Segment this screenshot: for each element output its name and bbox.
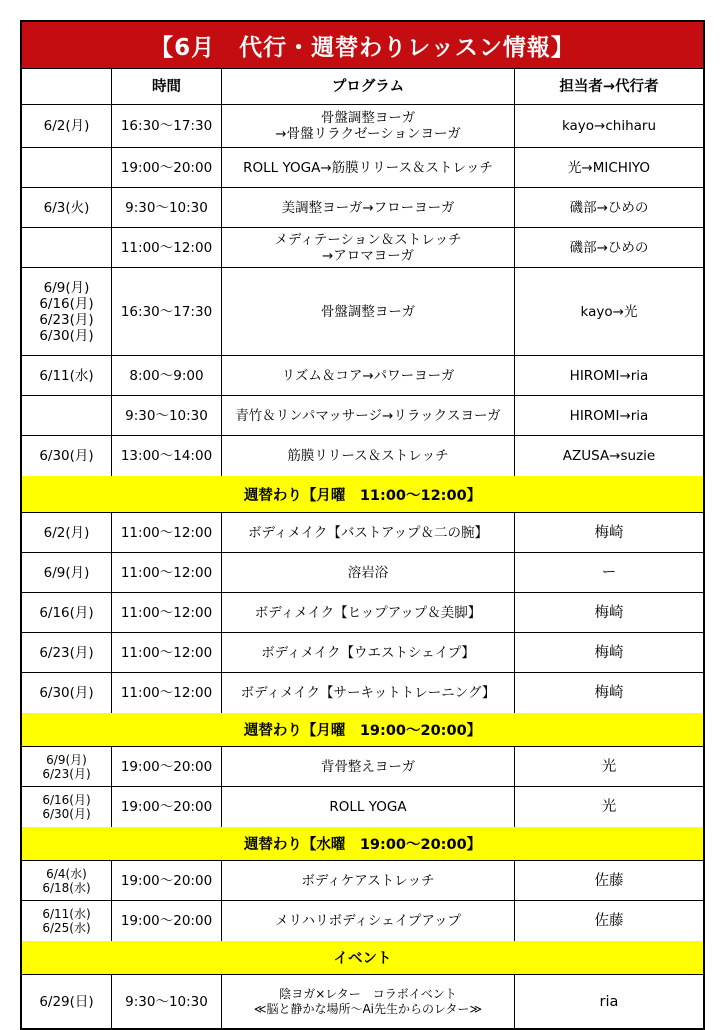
table-row <box>22 633 703 673</box>
section-heading: 週替わり【水曜 19:00～20:00】 <box>22 827 703 861</box>
date-text: 6/29(日) <box>39 993 94 1010</box>
program-text: 青竹＆リンパマッサージ→リラックスヨーガ <box>235 407 501 424</box>
program-cell <box>222 901 515 941</box>
date-cell <box>22 633 112 672</box>
date-text: 6/9(月) <box>46 752 87 767</box>
program-cell <box>222 633 515 672</box>
staff-cell: 梅崎 <box>594 604 624 621</box>
program-text: 骨盤調整ヨーガ <box>320 110 416 126</box>
table-row <box>22 228 703 268</box>
staff-cell: kayo→光 <box>580 303 638 320</box>
time-cell: 19:00～20:00 <box>112 747 222 786</box>
date-cell <box>22 513 112 552</box>
program-cell <box>222 513 515 552</box>
header-date <box>22 69 112 104</box>
table-row <box>22 901 703 941</box>
date-cell <box>22 861 112 900</box>
page-title: 【6月 代行・週替わりレッスン情報】 <box>22 22 703 69</box>
program-text: 溶岩浴 <box>347 564 389 581</box>
header-row <box>22 69 703 105</box>
date-text: 6/9(月) <box>43 279 90 296</box>
date-cell <box>22 747 112 786</box>
time-cell: 8:00～9:00 <box>112 356 222 395</box>
date-cell <box>22 356 112 395</box>
program-cell <box>222 148 515 187</box>
date-cell <box>22 673 112 713</box>
program-cell <box>222 396 515 435</box>
table-row <box>22 787 703 827</box>
program-cell <box>222 553 515 592</box>
section1-rows <box>22 513 703 713</box>
date-cell <box>22 553 112 592</box>
date-text: 6/4(水) <box>46 866 87 881</box>
program-text: 陰ヨガ×レター コラボイベント <box>279 986 457 1001</box>
program-text: →骨盤リラクゼーションヨーガ <box>275 126 461 142</box>
section-heading: イベント <box>22 941 703 975</box>
date-text: 6/18(水) <box>42 880 91 895</box>
date-text: 6/30(月) <box>42 807 91 821</box>
program-text: ボディメイク【バストアップ＆二の腕】 <box>247 524 489 541</box>
staff-cell: 梅崎 <box>594 644 624 661</box>
time-cell: 11:00～12:00 <box>112 633 222 672</box>
program-cell <box>222 787 515 827</box>
program-cell <box>222 861 515 900</box>
program-cell <box>222 268 515 355</box>
program-cell <box>222 593 515 632</box>
section2-rows <box>22 747 703 827</box>
header-time: 時間 <box>112 69 222 104</box>
time-cell: 11:00～12:00 <box>112 513 222 552</box>
date-cell <box>22 105 112 147</box>
date-cell <box>22 787 112 827</box>
program-cell <box>222 228 515 267</box>
program-cell <box>222 188 515 227</box>
schedule-sheet <box>20 20 705 1030</box>
date-cell <box>22 148 112 187</box>
program-text: ROLL YOGA <box>329 799 407 815</box>
date-text: 6/30(月) <box>39 685 94 701</box>
staff-cell: kayo→chiharu <box>561 118 657 134</box>
program-text: 骨盤調整ヨーガ <box>320 303 416 320</box>
table-row <box>22 356 703 396</box>
date-cell <box>22 188 112 227</box>
time-cell: 9:30～10:30 <box>112 975 222 1028</box>
time-cell: 16:30～17:30 <box>112 268 222 355</box>
date-text: 6/16(月) <box>39 295 94 312</box>
program-cell <box>222 105 515 147</box>
time-cell: 19:00～20:00 <box>112 148 222 187</box>
program-text: リズム＆コア→パワーヨーガ <box>281 367 455 384</box>
staff-cell: 磯部→ひめの <box>569 199 649 216</box>
time-cell: 19:00～20:00 <box>112 787 222 827</box>
time-cell: 19:00～20:00 <box>112 901 222 941</box>
time-cell: 13:00～14:00 <box>112 436 222 476</box>
table-row <box>22 975 703 1028</box>
time-cell: 11:00～12:00 <box>112 673 222 713</box>
section-heading: 週替わり【月曜 11:00～12:00】 <box>22 476 703 513</box>
staff-cell: 光 <box>601 758 617 775</box>
program-text: 美調整ヨーガ→フローヨーガ <box>281 199 455 216</box>
section3-rows <box>22 861 703 941</box>
staff-cell: ー <box>601 564 617 581</box>
staff-cell: ria <box>599 993 619 1010</box>
time-cell: 9:30～10:30 <box>112 188 222 227</box>
date-text: 6/23(月) <box>39 644 94 661</box>
table-row <box>22 188 703 228</box>
time-cell: 9:30～10:30 <box>112 396 222 435</box>
staff-cell: 梅崎 <box>594 685 624 701</box>
time-cell: 19:00～20:00 <box>112 861 222 900</box>
date-cell <box>22 268 112 355</box>
program-cell <box>222 673 515 713</box>
date-cell <box>22 593 112 632</box>
date-cell <box>22 901 112 941</box>
table-row <box>22 436 703 476</box>
table-row <box>22 268 703 356</box>
header-program: プログラム <box>222 69 515 104</box>
program-text: ボディメイク【ヒップアップ＆美脚】 <box>254 604 482 621</box>
date-text: 6/23(月) <box>39 311 94 328</box>
section-heading: 週替わり【月曜 19:00～20:00】 <box>22 713 703 747</box>
program-text: 筋膜リリース＆ストレッチ <box>287 448 449 464</box>
table-row <box>22 861 703 901</box>
date-cell <box>22 975 112 1028</box>
date-text: 6/9(月) <box>43 564 90 581</box>
date-text: 6/3(火) <box>43 199 90 216</box>
substitute-rows <box>22 105 703 476</box>
date-text: 6/11(水) <box>39 367 94 384</box>
staff-cell: HIROMI→ria <box>569 367 649 384</box>
table-row <box>22 593 703 633</box>
table-row <box>22 148 703 188</box>
time-cell: 16:30～17:30 <box>112 105 222 147</box>
program-text: 背骨整えヨーガ <box>320 758 416 775</box>
program-text: メリハリボディシェイプアップ <box>275 913 461 929</box>
program-cell <box>222 747 515 786</box>
program-text: ≪脳と静かな場所～Ai先生からのレター≫ <box>253 1001 483 1016</box>
staff-cell: AZUSA→suzie <box>562 448 656 464</box>
time-cell: 11:00～12:00 <box>112 553 222 592</box>
program-text: →アロマヨーガ <box>321 247 415 264</box>
program-cell <box>222 975 515 1028</box>
staff-cell: 佐藤 <box>594 872 624 889</box>
date-text: 6/16(月) <box>39 604 94 621</box>
date-text: 6/25(水) <box>42 921 91 935</box>
date-cell <box>22 436 112 476</box>
program-text: ボディメイク【サーキットトレーニング】 <box>240 685 496 701</box>
staff-cell: HIROMI→ria <box>569 407 649 424</box>
date-text: 6/30(月) <box>39 327 94 344</box>
table-row <box>22 553 703 593</box>
date-text: 6/2(月) <box>43 524 90 541</box>
program-cell <box>222 356 515 395</box>
date-text: 6/23(月) <box>42 766 91 781</box>
header-staff: 担当者→代行者 <box>559 78 659 95</box>
staff-cell: 佐藤 <box>594 913 624 929</box>
table-row <box>22 673 703 713</box>
section4-rows <box>22 975 703 1028</box>
date-cell <box>22 396 112 435</box>
date-cell <box>22 228 112 267</box>
staff-cell: 光 <box>601 799 617 815</box>
program-text: ボディケアストレッチ <box>301 872 435 889</box>
program-text: ROLL YOGA→筋膜リリース＆ストレッチ <box>243 159 493 176</box>
time-cell: 11:00～12:00 <box>112 593 222 632</box>
staff-cell: 光→MICHIYO <box>567 159 651 176</box>
date-text: 6/2(月) <box>43 118 90 134</box>
staff-cell: 磯部→ひめの <box>569 239 649 256</box>
table-row <box>22 513 703 553</box>
time-cell: 11:00～12:00 <box>112 228 222 267</box>
table-row <box>22 396 703 436</box>
staff-cell: 梅崎 <box>594 524 624 541</box>
program-cell <box>222 436 515 476</box>
date-text: 6/16(月) <box>42 793 91 807</box>
program-text: メディテーション＆ストレッチ <box>274 231 462 248</box>
table-row <box>22 747 703 787</box>
date-text: 6/11(水) <box>42 907 91 921</box>
date-text: 6/30(月) <box>39 448 94 464</box>
table-row <box>22 105 703 148</box>
program-text: ボディメイク【ウエストシェイプ】 <box>261 644 475 661</box>
